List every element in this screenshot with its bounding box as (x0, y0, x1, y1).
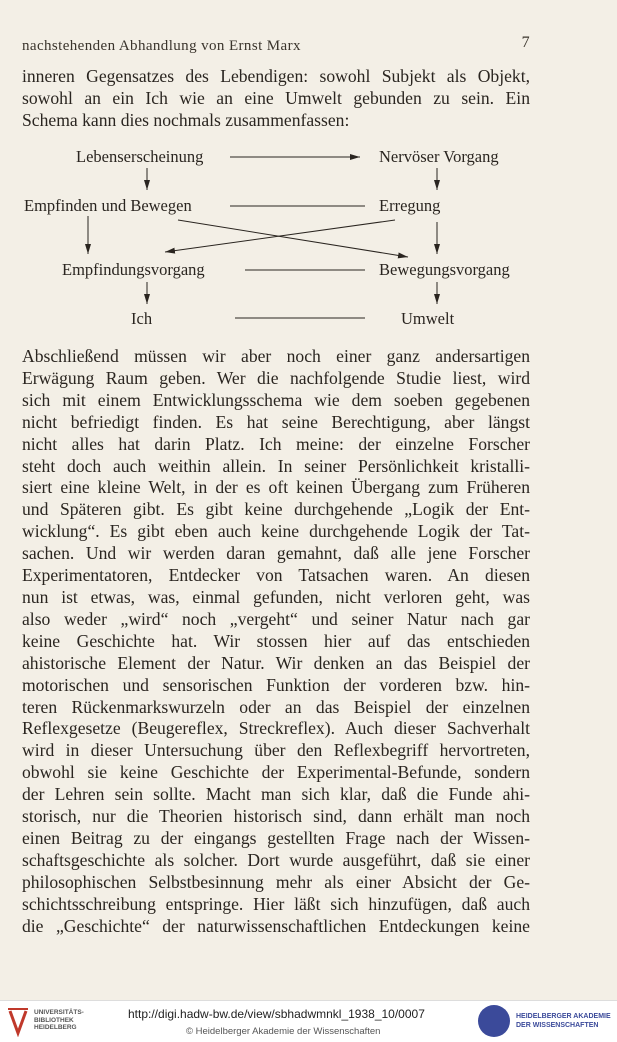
body-line: wird in dieser Untersuchung über den Reflexbegriff hervortreten, (22, 740, 530, 761)
body-line: Erwägung Raum geben. Wer die nachfolgende Studie liest, wird (22, 367, 530, 388)
node-lebenserscheinung: Lebenserscheinung (76, 147, 204, 166)
body-line: also weder „wird“ noch „vergeht“ und seiner Natur nach gar (22, 608, 530, 629)
body-line: teren Rückenmarkswurzeln oder an das Beispiel der einzelnen (22, 696, 530, 717)
intro-line: inneren Gegensatzes des Lebendigen: sowohl Subjekt als Objekt, (22, 66, 530, 86)
body-line: schaftsgeschichte als solcher. Dort wurde ausgeführt, daß sie einer (22, 849, 530, 870)
intro-line: Schema kann dies nochmals zusammenfassen: (22, 109, 350, 130)
library-name-line: HEIDELBERG (34, 1024, 77, 1031)
cross-arrow-to-bewegung (178, 220, 408, 257)
academy-name-line: HEIDELBERGER AKADEMIE (516, 1013, 611, 1020)
library-name-line: BIBLIOTHEK (34, 1016, 74, 1024)
node-bewegungsvorgang: Bewegungsvorgang (379, 260, 510, 279)
academy-name-line: DER WISSENSCHAFTEN (516, 1021, 599, 1029)
running-head (22, 34, 530, 55)
body-line: nun ist etwas, was, einmal gefunden, nicht verloren geht, was (22, 586, 530, 607)
body-paragraph (22, 346, 530, 937)
intro-line: sowohl an ein Ich wie an eine Umwelt gebunden zu sein. Ein (22, 87, 530, 108)
body-line: einen Beitrag zu der eingangs gestellten Frage nach der Wissen- (22, 827, 530, 848)
body-line: sich mit einem Entwicklungsschema wie dem soeben gegebenen (22, 389, 530, 410)
body-line: ahistorische Element der Natur. Wir denken an das Beispiel der (22, 652, 530, 673)
cross-arrow-to-empfindung (165, 220, 395, 252)
academy-name (516, 1013, 611, 1030)
intro-paragraph (22, 66, 530, 132)
page-number: 7 (521, 34, 530, 51)
source-url-link[interactable]: http://digi.hadw-bw.de/view/sbhadwmnkl_1938_10/0007 (128, 1007, 425, 1021)
body-line: obwohl sie keine Geschichte der Experimental-Befunde, sondern (22, 762, 530, 783)
academy-seal-icon (478, 1005, 510, 1037)
footer-bar (0, 1000, 617, 1042)
body-line: nicht alles hat darin Platz. Ich meine: der einzelne Forscher (22, 433, 530, 454)
node-nervoeser-vorgang: Nervöser Vorgang (379, 147, 499, 166)
body-line: Experimentatoren, Entdecker von Tatsachen waren. An diesen (22, 565, 530, 586)
body-line: die „Geschichte“ der naturwissenschaftlichen Entdeckungen keine (22, 915, 530, 936)
library-name (34, 1009, 84, 1032)
node-empfinden-bewegen: Empfinden und Bewegen (24, 196, 192, 215)
university-library-logo-icon (6, 1007, 30, 1037)
schema-diagram (0, 140, 617, 340)
body-line: sachen. Und wir werden daran gemahnt, daß alle jene Forscher (22, 543, 530, 564)
body-line: motorischen und sensorischen Funktion der vorderen bzw. hin- (22, 674, 530, 695)
body-line: Reflexgesetze (Beugereflex, Streckreflex). Auch dieser Sachverhalt (22, 718, 530, 739)
body-line: steht doch auch weithin allein. In seiner Persönlichkeit kristalli- (22, 455, 530, 476)
body-line: siert eine kleine Welt, in der es oft keinen Übergang zum Früheren (22, 477, 530, 498)
body-line: wicklung“. Es gibt eben auch keine durchgehende Logik der Tat- (22, 521, 530, 542)
body-line: und Späteren gibt. Es gibt keine durchgehende „Logik der Ent- (22, 499, 530, 520)
body-line: schichtsschreibung entspringe. Hier läßt sich hinzufügen, daß auch (22, 893, 530, 914)
node-erregung: Erregung (379, 196, 441, 215)
body-line: Abschließend müssen wir aber noch einer ganz andersartigen (22, 346, 530, 366)
node-umwelt: Umwelt (401, 309, 455, 328)
copyright-text: © Heidelberger Akademie der Wissenschaften (186, 1026, 381, 1037)
body-line: keine Geschichte hat. Wir stossen hier auf das entschieden (22, 630, 530, 651)
running-head-text: nachstehenden Abhandlung von Ernst Marx (22, 38, 301, 54)
library-name-line: UNIVERSITÄTS- (34, 1009, 84, 1016)
body-line: der Lehren sein sollte. Macht man sich klar, daß die Funde ahi- (22, 784, 530, 805)
body-line: philosophischen Selbstbesinnung mehr als einer Absicht der Ge- (22, 871, 530, 892)
node-ich: Ich (131, 309, 153, 328)
schema-arrows (0, 140, 617, 340)
node-empfindungsvorgang: Empfindungsvorgang (62, 260, 205, 279)
body-line: nicht befriedigt finden. Es hat seine Berechtigung, aber längst (22, 411, 530, 432)
body-line: storisch, nur die Theorien historisch sind, dann erhält man noch (22, 806, 530, 827)
